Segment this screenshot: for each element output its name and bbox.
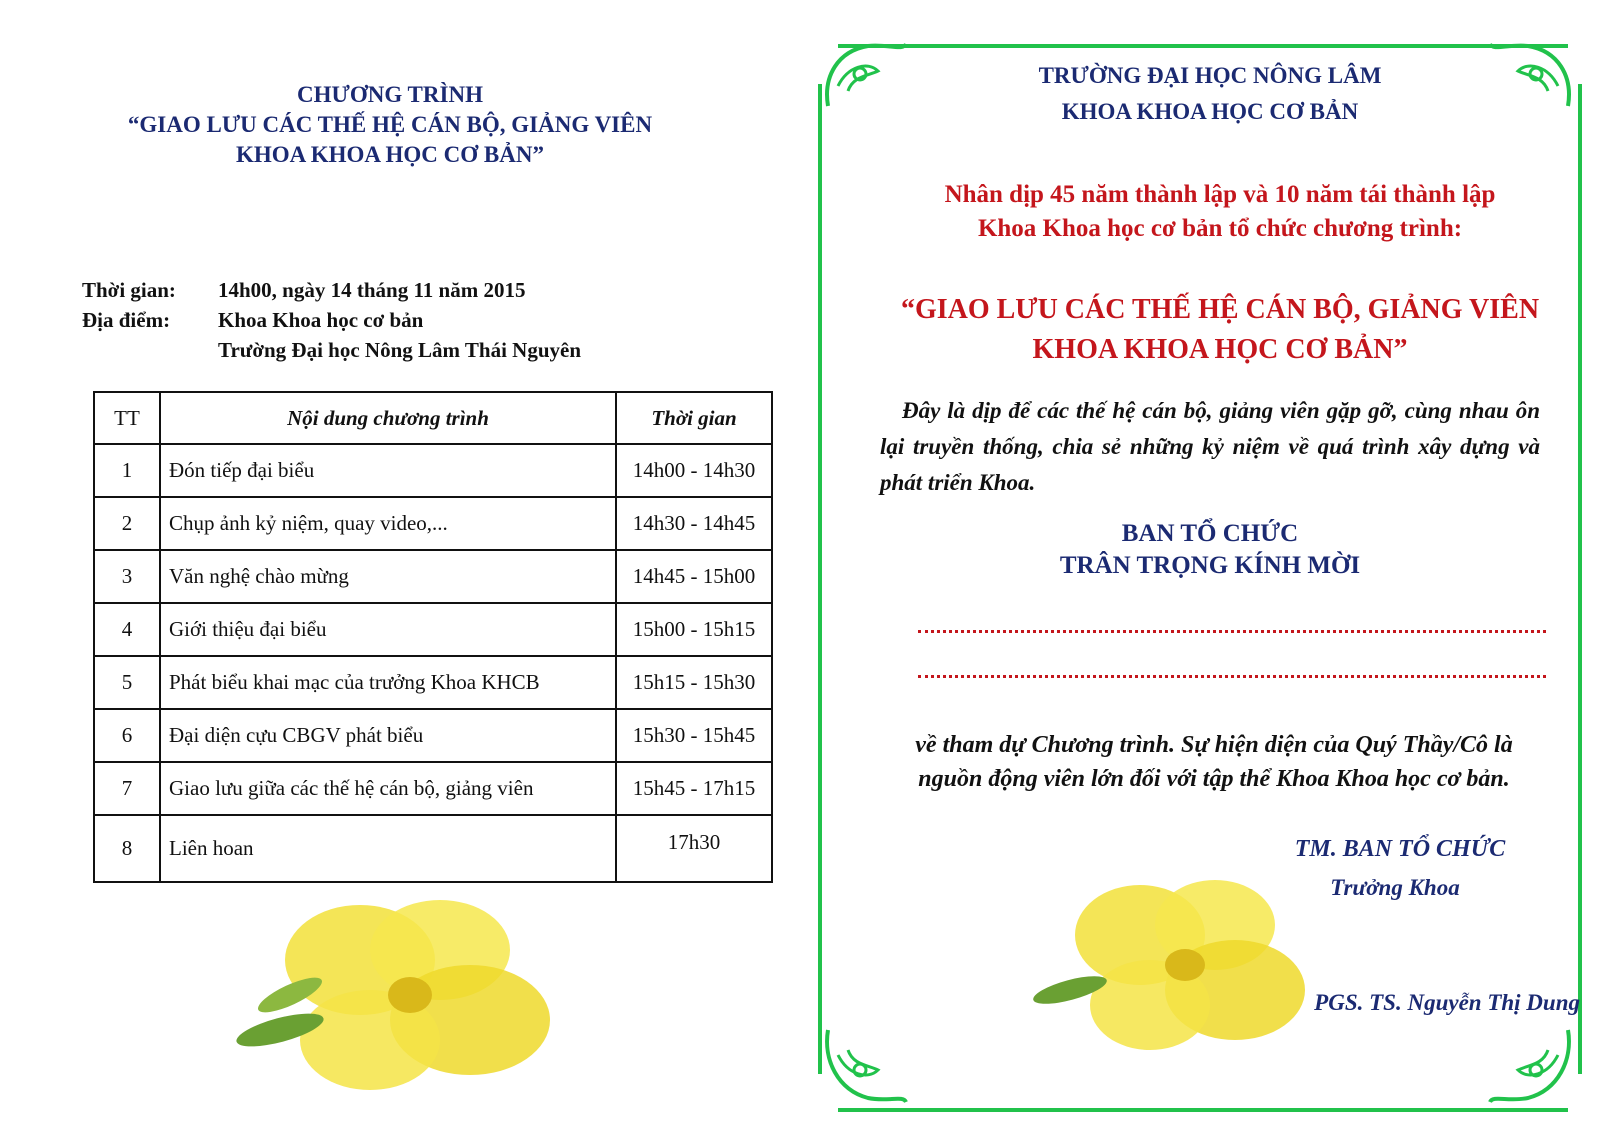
organizer-heading bbox=[900, 518, 1520, 582]
corner-ornament-icon bbox=[1488, 1020, 1578, 1110]
event-title bbox=[860, 290, 1580, 370]
organizer-line-2: TRÂN TRỌNG KÍNH MỜI bbox=[1059, 552, 1361, 579]
closing-line-1: về tham dự Chương trình. Sự hiện diện của Quý Thầy/Cô là bbox=[915, 732, 1513, 758]
time-label: Thời gian: bbox=[82, 278, 176, 302]
event-title-line-2: KHOA KHOA HỌC CƠ BẢN” bbox=[1032, 334, 1408, 365]
table-row bbox=[94, 815, 772, 882]
closing-line-2: nguồn động viên lớn đối với tập thể Khoa Khoa học cơ bản. bbox=[918, 766, 1510, 792]
program-title-line-2: “GIAO LƯU CÁC THẾ HỆ CÁN BỘ, GIẢNG VIÊN bbox=[127, 112, 653, 137]
table-header-row bbox=[94, 392, 772, 444]
occasion-line-2: Khoa Khoa học cơ bản tổ chức chương trình: bbox=[977, 215, 1463, 242]
row-number: 2 bbox=[94, 497, 160, 550]
occasion-text bbox=[880, 178, 1560, 246]
time-row bbox=[82, 278, 525, 303]
row-content: Văn nghệ chào mừng bbox=[160, 550, 616, 603]
row-time: 14h30 - 14h45 bbox=[616, 497, 772, 550]
row-number: 6 bbox=[94, 709, 160, 762]
row-number: 7 bbox=[94, 762, 160, 815]
row-number: 8 bbox=[94, 815, 160, 882]
table-row bbox=[94, 444, 772, 497]
school-name: TRƯỜNG ĐẠI HỌC NÔNG LÂM bbox=[1038, 63, 1382, 88]
row-content: Đón tiếp đại biểu bbox=[160, 444, 616, 497]
row-content: Liên hoan bbox=[160, 815, 616, 882]
corner-ornament-icon bbox=[818, 36, 908, 116]
row-time: 14h45 - 15h00 bbox=[616, 550, 772, 603]
program-title-line-1: CHƯƠNG TRÌNH bbox=[297, 82, 483, 107]
row-content: Phát biểu khai mạc của trưởng Khoa KHCB bbox=[160, 656, 616, 709]
row-number: 1 bbox=[94, 444, 160, 497]
closing-text bbox=[874, 728, 1554, 796]
table-row bbox=[94, 603, 772, 656]
place-row bbox=[82, 308, 423, 333]
row-number: 3 bbox=[94, 550, 160, 603]
row-time: 15h30 - 15h45 bbox=[616, 709, 772, 762]
place-row-2 bbox=[82, 338, 581, 363]
row-content: Chụp ảnh kỷ niệm, quay video,... bbox=[160, 497, 616, 550]
row-time: 17h30 bbox=[616, 815, 772, 882]
flower-decoration-left bbox=[230, 890, 590, 1110]
header-time: Thời gian bbox=[616, 392, 772, 444]
table-row bbox=[94, 709, 772, 762]
place-value-1: Khoa Khoa học cơ bản bbox=[218, 308, 424, 332]
event-title-line-1: “GIAO LƯU CÁC THẾ HỆ CÁN BỘ, GIẢNG VIÊN bbox=[900, 294, 1540, 325]
table-row bbox=[94, 497, 772, 550]
signature-role: Trưởng Khoa bbox=[1330, 875, 1460, 900]
row-content: Giao lưu giữa các thế hệ cán bộ, giảng viên bbox=[160, 762, 616, 815]
guest-name-line bbox=[918, 675, 1546, 678]
row-content: Đại diện cựu CBGV phát biểu bbox=[160, 709, 616, 762]
schedule-table bbox=[93, 391, 773, 883]
row-time: 15h45 - 17h15 bbox=[616, 762, 772, 815]
signature-name: PGS. TS. Nguyễn Thị Dung bbox=[1314, 990, 1580, 1015]
corner-ornament-icon bbox=[818, 1020, 908, 1110]
faculty-name: KHOA KHOA HỌC CƠ BẢN bbox=[1061, 99, 1359, 124]
organizer-line-1: BAN TỔ CHỨC bbox=[1121, 520, 1299, 547]
table-row bbox=[94, 550, 772, 603]
program-title-line-3: KHOA KHOA HỌC CƠ BẢN” bbox=[236, 142, 544, 167]
row-number: 5 bbox=[94, 656, 160, 709]
invitation-body: Đây là dịp để các thế hệ cán bộ, giảng viên gặp gỡ, cùng nhau ôn lại truyền thống, chia sẻ những kỷ niệm về quá trình xây dựng và phát triển Khoa. bbox=[880, 398, 1540, 495]
program-title bbox=[80, 80, 700, 170]
row-time: 14h00 - 14h30 bbox=[616, 444, 772, 497]
row-content: Giới thiệu đại biểu bbox=[160, 603, 616, 656]
row-time: 15h00 - 15h15 bbox=[616, 603, 772, 656]
school-heading bbox=[900, 58, 1520, 130]
place-label: Địa điểm: bbox=[82, 308, 171, 332]
row-time: 15h15 - 15h30 bbox=[616, 656, 772, 709]
guest-name-line bbox=[918, 630, 1546, 633]
table-row bbox=[94, 762, 772, 815]
occasion-line-1: Nhân dịp 45 năm thành lập và 10 năm tái thành lập bbox=[944, 181, 1496, 208]
row-number: 4 bbox=[94, 603, 160, 656]
signature-title: TM. BAN TỔ CHỨC bbox=[1294, 836, 1506, 862]
place-value-2: Trường Đại học Nông Lâm Thái Nguyên bbox=[218, 338, 582, 362]
time-value: 14h00, ngày 14 tháng 11 năm 2015 bbox=[218, 278, 526, 302]
header-tt: TT bbox=[94, 392, 160, 444]
table-row bbox=[94, 656, 772, 709]
header-content: Nội dung chương trình bbox=[160, 392, 616, 444]
